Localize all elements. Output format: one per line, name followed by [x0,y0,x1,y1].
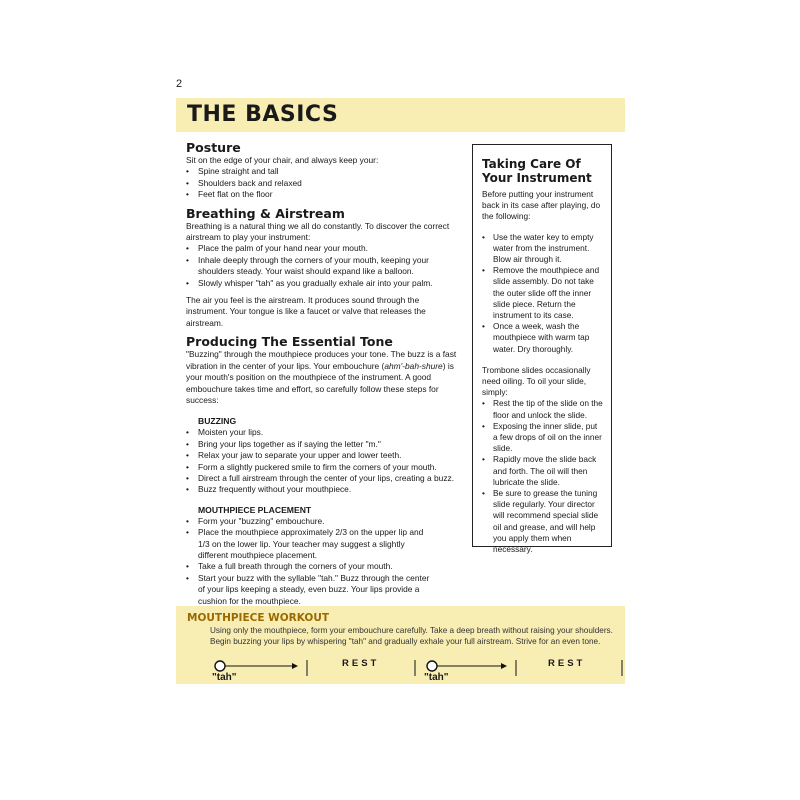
placement-list [186,516,434,607]
list-item: • Shoulders back and relaxed [186,178,462,189]
list-item: • Use the water key to empty water from the instrument. Blow air through it. [482,232,603,266]
pronunciation: ahm'-bah-shure [384,360,443,371]
arrow-head-2 [501,663,507,669]
breathing-after: The air you feel is the airstream. It produces sound through the instrument. Your tongue is like a faucet or valve that releases the airstream. [186,295,426,328]
care-heading: Taking Care Of Your Instrument [482,157,592,185]
list-item: • Moisten your lips. [186,427,462,438]
list-item: • Start your buzz with the syllable "tah." Buzz through the center of your lips keeping a steady, even buzz. Your lips provide a cushion for the mouthpiece. [186,573,434,607]
tone-section [186,334,462,607]
breathing-list [186,243,462,289]
placement-block [186,504,462,516]
list-item: • Place the mouthpiece approximately 2/3 on the upper lip and 1/3 on the lower lip. Your teacher may suggest a slightly different mouthpiece placement. [186,527,434,561]
page-title: THE BASICS [187,102,339,127]
oil-list [482,398,603,555]
syllable-label: "tah" [212,672,237,683]
list-item: • Relax your jaw to separate your upper and lower teeth. [186,450,462,461]
workout-heading: MOUTHPIECE WORKOUT [187,612,330,624]
list-item: • Place the palm of your hand near your mouth. [186,243,462,254]
posture-heading: Posture [186,140,241,155]
syllable-label: "tah" [424,672,449,683]
main-column [186,140,462,607]
posture-intro: Sit on the edge of your chair, and always keep your: [186,155,379,165]
whole-note-2 [427,661,437,671]
breathing-section [186,206,462,330]
list-item: • Be sure to grease the tuning slide regularly. Your director will recommend special slide oil and grease, and will help you apply them when necessary. [482,488,603,555]
list-item: • Feet flat on the floor [186,189,462,200]
posture-list [186,166,462,200]
list-item: • Remove the mouthpiece and slide assembly. Do not take the outer slide off the inner slide piece. Return the instrument to its case. [482,265,603,321]
breathing-heading: Breathing & Airstream [186,205,345,221]
workout-text: Using only the mouthpiece, form your embouchure carefully. Take a deep breath without raising your shoulders. Begin buzzing your lips by whispering "tah" and gradually exhale your full airstream. Strive for an even tone. [210,626,613,646]
list-item: • Once a week, wash the mouthpiece with warm tap water. Dry thoroughly. [482,321,603,355]
rest-label: REST [342,658,380,669]
tone-intro-part2: ) is your mouth's position on the mouthpiece of the instrument. A good embouchure takes time and effort, so carefully follow these steps for success: [186,360,454,405]
tone-heading: Producing The Essential Tone [186,334,393,350]
list-item: • Direct a full airstream through the center of your lips, creating a buzz. [186,473,462,484]
rest-label: REST [548,658,586,669]
care-sidebar [472,144,612,555]
title-banner [176,98,625,132]
list-item: • Form a slightly puckered smile to firm the corners of your mouth. [186,462,462,473]
list-item: • Bring your lips together as if saying the letter "m." [186,439,462,450]
list-item: • Spine straight and tall [186,166,462,177]
whole-note-1 [215,661,225,671]
care-list [482,232,603,355]
list-item: • Rest the tip of the slide on the floor and unlock the slide. [482,398,603,420]
page-number: 2 [176,78,183,90]
list-item: • Exposing the inner slide, put a few drops of oil on the inner slide. [482,421,603,455]
posture-section [186,140,462,201]
placement-heading: MOUTHPIECE PLACEMENT [198,504,312,515]
list-item: • Inhale deeply through the corners of your mouth, keeping your shoulders steady. Your waist should expand like a balloon. [186,255,462,278]
breathing-intro: Breathing is a natural thing we all do constantly. To discover the correct airstream to play your instrument: [186,220,450,243]
list-item: • Form your "buzzing" embouchure. [186,516,434,527]
buzzing-list [186,427,462,495]
care-intro: Before putting your instrument back in its case after playing, do the following: [482,189,601,222]
arrow-head-1 [292,663,298,669]
tone-intro-part1: "Buzzing" through the mouthpiece produces your tone. The buzz is a fast vibration in the center of your lips. Your embouchure ( [186,349,457,371]
buzzing-heading: BUZZING [198,416,237,427]
tone-intro [186,349,462,406]
buzzing-block [186,415,462,427]
list-item: • Rapidly move the slide back and forth. The oil will then lubricate the slide. [482,454,603,488]
list-item: • Take a full breath through the corners of your mouth. [186,561,434,572]
list-item: • Slowly whisper "tah" as you gradually exhale air into your palm. [186,278,462,289]
oil-intro: Trombone slides occasionally need oiling. To oil your slide, simply: [482,364,591,398]
music-staff [176,652,625,684]
workout-box [176,606,625,684]
list-item: • Buzz frequently without your mouthpiece. [186,484,462,495]
